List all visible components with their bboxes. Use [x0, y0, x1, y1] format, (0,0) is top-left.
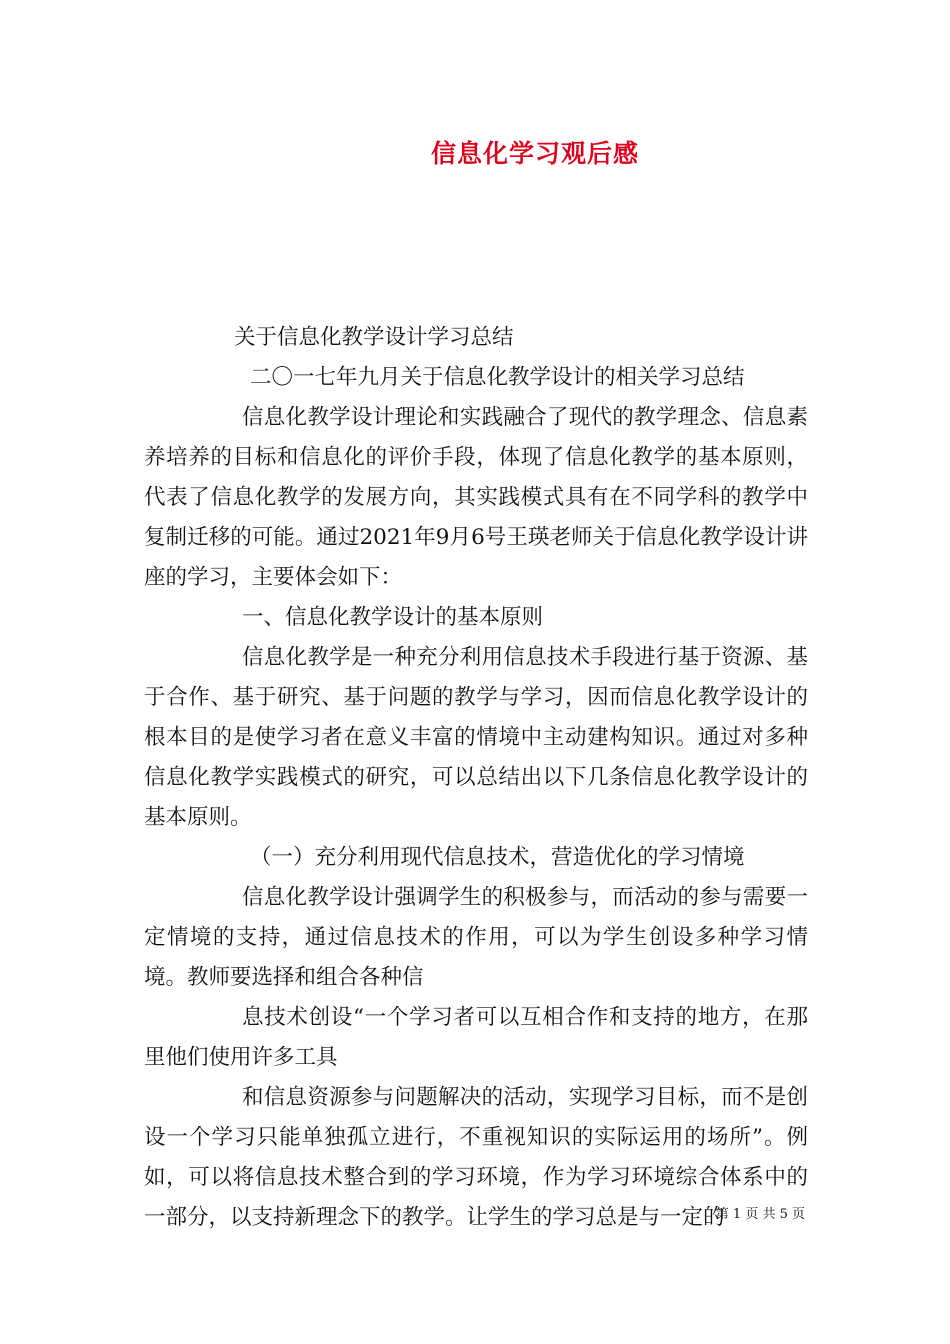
subsection-heading: （一）充分利用现代信息技术，营造优化的学习情境 — [250, 845, 745, 870]
document-body — [144, 318, 808, 1238]
paragraph: 信息化教学是一种充分利用信息技术手段进行基于资源、基于合作、基于研究、基于问题的教学与学习，因而信息化教学设计的根本目的是使学习者在意义丰富的情境中主动建构知识。通过对多种信息化教学实践模式的研究，可以总结出以下几条信息化教学设计的基本原则。 — [144, 645, 808, 830]
paragraph: 二〇一七年九月关于信息化教学设计的相关学习总结 — [250, 365, 745, 390]
paragraph: 和信息资源参与问题解决的活动，实现学习目标，而不是创设一个学习只能单独孤立进行，不重视知识的实际运用的场所”。例如，可以将信息技术整合到的学习环境，作为学习环境综合体系中的一部分，以支持新理念下的教学。让学生的学习总是与一定的 — [144, 1085, 808, 1230]
paragraph: 关于信息化教学设计学习总结 — [234, 325, 514, 350]
paragraph: 信息化教学设计理论和实践融合了现代的教学理念、信息素养培养的目标和信息化的评价手段，体现了信息化教学的基本原则，代表了信息化教学的发展方向，其实践模式具有在不同学科的教学中复制迁移的可能。通过2021年9月6号王瑛老师关于信息化教学设计讲座的学习，主要体会如下： — [144, 405, 808, 590]
paragraph: 息技术创设“一个学习者可以互相合作和支持的地方，在那里他们使用许多工具 — [144, 1005, 808, 1070]
section-heading: 一、信息化教学设计的基本原则 — [242, 605, 544, 630]
page-footer: 第 1 页 共 5 页 — [715, 1207, 805, 1222]
document-title: 信息化学习观后感 — [430, 139, 639, 168]
paragraph: 信息化教学设计强调学生的积极参与，而活动的参与需要一定情境的支持，通过信息技术的作用，可以为学生创设多种学习情境。教师要选择和组合各种信 — [144, 885, 808, 990]
